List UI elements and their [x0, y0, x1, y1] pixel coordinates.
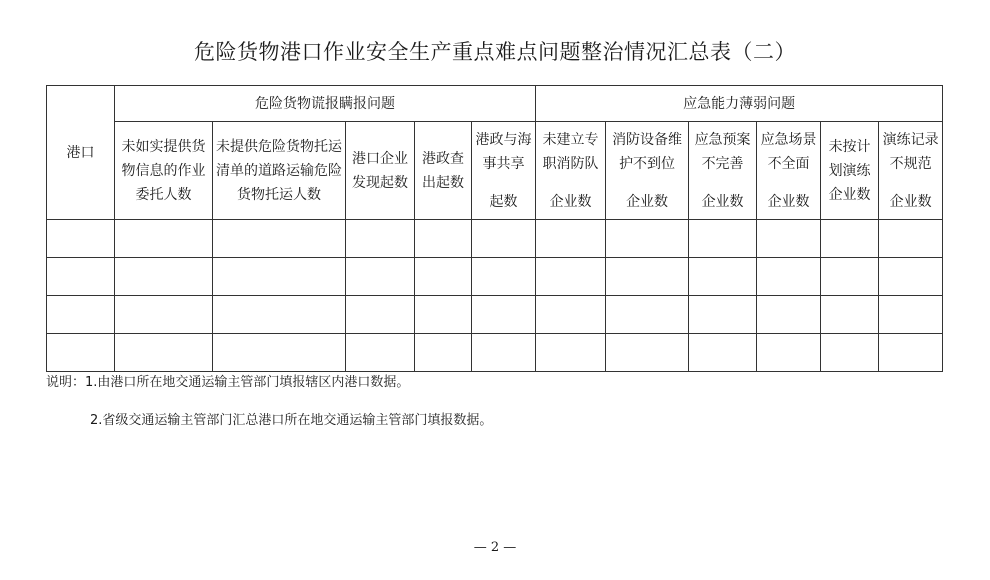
column-header-unit: 企业数 [549, 193, 592, 210]
column-header [415, 122, 472, 220]
column-header-label: 港政查出起数 [422, 150, 464, 191]
table-row [47, 296, 943, 334]
table-cell [879, 220, 943, 258]
column-header [213, 122, 346, 220]
table-cell [346, 334, 415, 372]
column-header-unit: 起数 [489, 193, 518, 210]
group-label: 危险货物谎报瞒报问题 [255, 95, 396, 112]
table-cell [821, 296, 879, 334]
column-header-label: 港口企业发现起数 [352, 150, 408, 191]
column-header-label: 未建立专职消防队 [542, 131, 599, 172]
column-header [821, 122, 879, 220]
column-header-label: 演练记录不规范 [882, 131, 939, 172]
table-cell [213, 296, 346, 334]
note-line-2: 2.省级交通运输主管部门汇总港口所在地交通运输主管部门填报数据。 [90, 413, 493, 428]
note-line-1: 说明：1.由港口所在地交通运输主管部门填报辖区内港口数据。 [46, 375, 410, 390]
table-cell [536, 220, 606, 258]
table-cell [879, 258, 943, 296]
table-cell [879, 296, 943, 334]
table-cell [821, 220, 879, 258]
group-header-row [47, 86, 943, 122]
table-cell [346, 220, 415, 258]
table-cell [115, 220, 213, 258]
column-header-label: 应急预案不完善 [694, 131, 751, 172]
group-header-misreport [115, 86, 536, 122]
column-header [689, 122, 757, 220]
table-cell [536, 334, 606, 372]
group-label: 应急能力薄弱问题 [683, 95, 796, 112]
table-cell [689, 296, 757, 334]
table-cell [415, 334, 472, 372]
column-header [346, 122, 415, 220]
column-header [115, 122, 213, 220]
table-cell [689, 334, 757, 372]
table-cell [757, 220, 821, 258]
table-cell [415, 220, 472, 258]
table-cell [115, 296, 213, 334]
port-header: 港口 [66, 144, 95, 161]
table-cell [821, 258, 879, 296]
table-cell [606, 220, 689, 258]
table-cell [213, 334, 346, 372]
table-cell [346, 258, 415, 296]
table-cell [536, 258, 606, 296]
table-cell [472, 258, 536, 296]
table-cell [879, 334, 943, 372]
table-cell [47, 220, 115, 258]
column-header [757, 122, 821, 220]
page-number: — 2 — [473, 540, 517, 555]
table-cell [821, 334, 879, 372]
table-cell [606, 296, 689, 334]
table-cell [47, 334, 115, 372]
column-header [536, 122, 606, 220]
table-cell [472, 296, 536, 334]
table-cell [346, 296, 415, 334]
table-cell [213, 220, 346, 258]
column-header-label: 未提供危险货物托运清单的道路运输危险货物托运人数 [216, 138, 342, 203]
column-header [606, 122, 689, 220]
table-cell [689, 220, 757, 258]
table-row [47, 334, 943, 372]
table-cell [757, 296, 821, 334]
notes [46, 372, 492, 432]
table-cell [757, 334, 821, 372]
summary-table [46, 85, 943, 372]
column-header-unit: 企业数 [767, 193, 810, 210]
column-header-label: 未如实提供货物信息的作业委托人数 [121, 138, 206, 203]
table-cell [115, 334, 213, 372]
column-header-label: 消防设备维护不到位 [612, 131, 683, 172]
table-row [47, 258, 943, 296]
column-header [472, 122, 536, 220]
table-cell [415, 296, 472, 334]
table-cell [415, 258, 472, 296]
table-cell [757, 258, 821, 296]
column-header [879, 122, 943, 220]
column-header-row [47, 122, 943, 220]
column-header-unit: 企业数 [701, 193, 744, 210]
table-cell [689, 258, 757, 296]
column-header-label: 应急场景不全面 [760, 131, 817, 172]
table-cell [536, 296, 606, 334]
document-title: 危险货物港口作业安全生产重点难点问题整治情况汇总表（二） [194, 40, 796, 64]
table-cell [115, 258, 213, 296]
column-header-unit: 企业数 [889, 193, 932, 210]
table-cell [213, 258, 346, 296]
table-cell [606, 334, 689, 372]
port-header-cell [47, 86, 115, 220]
column-header-label: 未按计划演练企业数 [828, 138, 871, 203]
table-cell [47, 296, 115, 334]
group-header-emergency [536, 86, 943, 122]
table-cell [606, 258, 689, 296]
table-row [47, 220, 943, 258]
table-cell [472, 220, 536, 258]
column-header-unit: 企业数 [626, 193, 669, 210]
column-header-label: 港政与海事共享 [475, 131, 532, 172]
table-cell [472, 334, 536, 372]
table-cell [47, 258, 115, 296]
